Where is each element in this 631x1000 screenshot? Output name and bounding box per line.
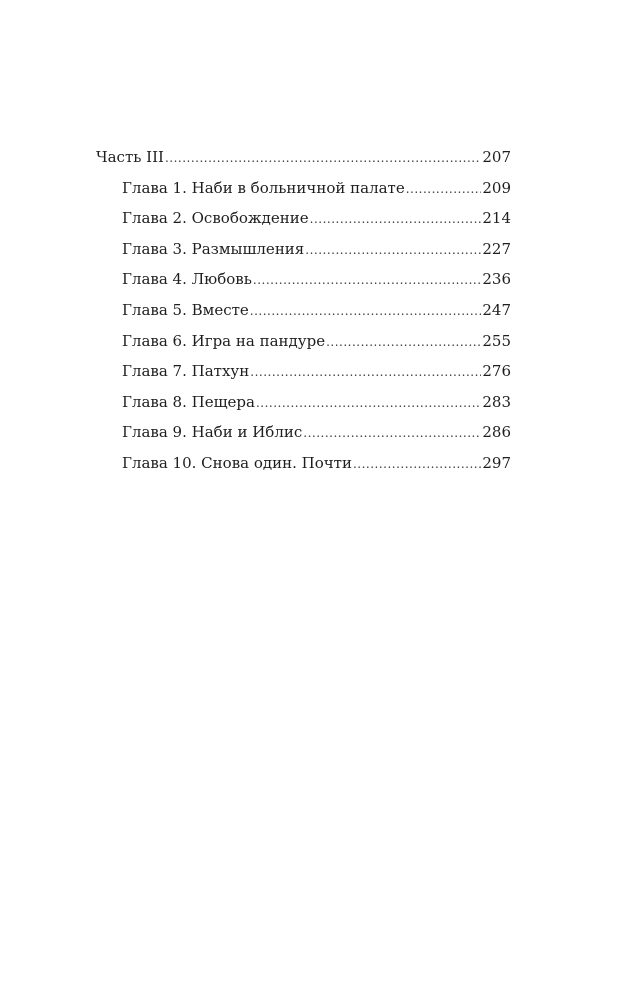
toc-dot-leader [406,174,482,205]
toc-chapter-page: 247 [482,300,511,319]
toc-dot-leader [303,418,481,449]
toc-chapter-title: Глава 3. Размышления [122,239,305,258]
toc-part-entry [96,142,511,173]
toc-chapter-title: Глава 9. Наби и Иблис [122,423,303,442]
toc-chapter-page: 214 [482,209,511,228]
toc-dot-leader [326,327,481,358]
toc-dot-leader [250,296,482,327]
toc-chapter-title: Глава 5. Вместе [122,300,249,319]
toc-dot-leader [310,204,482,235]
toc-chapter-entry-10 [96,448,511,479]
toc-dot-leader [305,235,481,266]
toc-chapter-page: 209 [482,178,511,197]
toc-chapter-entry-1 [96,173,511,204]
toc-chapter-entry-3 [96,234,511,265]
table-of-contents [96,142,511,479]
toc-chapter-title: Глава 1. Наби в больничной палате [122,178,405,197]
toc-chapter-page: 236 [482,270,511,289]
toc-part-title: Часть III [96,148,164,166]
toc-dot-leader [253,265,481,296]
toc-part-page: 207 [482,148,511,166]
toc-chapter-title: Глава 8. Пещера [122,392,255,411]
toc-chapter-title: Глава 2. Освобождение [122,209,309,228]
toc-dot-leader [353,449,481,480]
toc-chapter-page: 255 [482,331,511,350]
toc-chapter-title: Глава 6. Игра на пандуре [122,331,326,350]
toc-chapter-page: 286 [482,423,511,442]
toc-chapter-page: 297 [482,453,511,472]
toc-chapter-entry-4 [96,264,511,295]
toc-dot-leader [250,357,481,388]
toc-chapter-entry-2 [96,203,511,234]
toc-chapter-entry-8 [96,387,511,418]
toc-chapter-title: Глава 4. Любовь [122,270,252,289]
toc-dot-leader [165,143,481,174]
toc-chapter-title: Глава 7. Патхун [122,362,250,381]
toc-chapter-page: 227 [482,239,511,258]
toc-chapter-page: 276 [482,362,511,381]
toc-dot-leader [256,388,481,419]
toc-chapter-page: 283 [482,392,511,411]
toc-chapter-entry-5 [96,295,511,326]
toc-chapter-title: Глава 10. Снова один. Почти [122,453,352,472]
toc-chapter-entry-7 [96,356,511,387]
toc-chapter-entry-9 [96,417,511,448]
toc-chapter-entry-6 [96,326,511,357]
